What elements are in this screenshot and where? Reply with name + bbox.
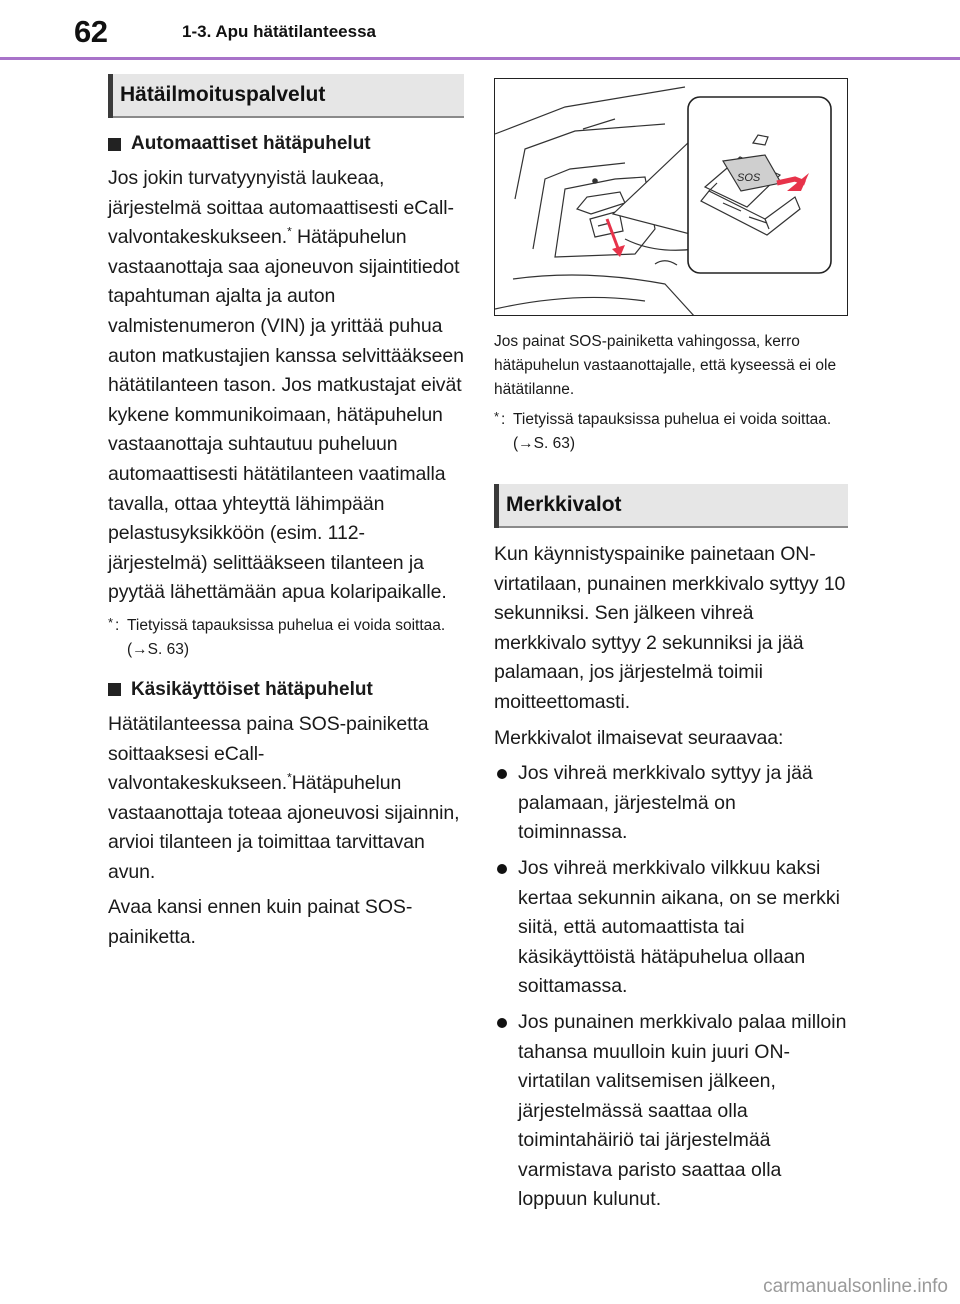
left-column — [108, 74, 464, 953]
footnote-right: * : Tietyissä tapauksissa puhelua ei voida soittaa. (→S. 63) — [494, 408, 848, 456]
square-bullet-icon — [108, 683, 121, 696]
overhead-console-drawing — [495, 79, 848, 316]
sos-label: SOS — [737, 172, 761, 184]
page-header — [0, 0, 960, 62]
section-heading-indicator-lights — [494, 484, 848, 528]
footnote-marker: * — [287, 770, 292, 785]
right-column — [494, 78, 848, 1215]
subheading-text: Käsikäyttöiset hätäpuhelut — [131, 678, 373, 700]
page-number: 62 — [74, 14, 108, 49]
subheading-manual-calls — [108, 676, 464, 704]
bullet-item: Jos punainen merkkivalo palaa milloin tahansa muulloin kuin juuri ON-virtatilan valitsemisen jälkeen, järjestelmässä saattaa olla toimintahäiriö tai järjestelmää varmistava paristo saattaa olla loppuun kulunut. — [494, 1008, 848, 1215]
watermark: carmanualsonline.info — [763, 1276, 948, 1297]
paragraph-automatic-calls: Jos jokin turvatyynyistä laukeaa, järjestelmä soittaa automaattisesti eCall-valvontakeskukseen.* Hätäpuhelun vastaanottaja saa ajoneuvon sijaintitiedot tapahtuman ajalta ja auton valmistenumeron (VIN) ja yrittää puhua auton matkustajien kanssa selvittääkseen hätätilanteen tason. Jos matkustajat eivät kykene kommunikoimaan, hätäpuhelun vastaanottaja suhtautuu puheluun automaattisesti hätätilanteen vaatimalla tavalla, ottaa yhteyttä lähimpään pelastusyksikköön (esim. 112-järjestelmä) selittääkseen tilanteen ja pyytää lähettämään apua kolaripaikalle. — [108, 167, 464, 604]
bullet-dot-icon — [497, 1018, 507, 1028]
section-heading-emergency-services — [108, 74, 464, 118]
footnote-star: * — [494, 409, 500, 424]
paragraph-open-cover: Avaa kansi ennen kuin painat SOS-painiketta. — [108, 896, 413, 949]
figure-caption: Jos painat SOS-painiketta vahingossa, kerro hätäpuhelun vastaanottajalle, että kyseessä ei ole hätätilanne. — [494, 333, 837, 398]
bullet-dot-icon — [497, 769, 507, 779]
subheading-automatic-calls — [108, 130, 464, 158]
bullet-item: Jos vihreä merkkivalo syttyy ja jää palamaan, järjestelmä on toiminnassa. — [494, 759, 848, 848]
chapter-title: 1-3. Apu hätätilanteessa — [182, 22, 376, 41]
square-bullet-icon — [108, 138, 121, 151]
subheading-text: Automaattiset hätäpuhelut — [131, 133, 371, 154]
paragraph-indicator-meaning: Merkkivalot ilmaisevat seuraavaa: — [494, 726, 784, 749]
footnote-text: Tietyissä tapauksissa puhelua ei voida soittaa. (→S. 63) — [127, 616, 446, 658]
paragraph-manual-calls: Hätätilanteessa paina SOS-painiketta soittaaksesi eCall-valvontakeskukseen.*Hätäpuhelun vastaanottaja toteaa ajoneuvosi sijainnin, arvioi tilanteen ja toimittaa tarvittavan avun. — [108, 712, 460, 883]
bullet-dot-icon — [497, 864, 507, 874]
section-title: Merkkivalot — [506, 493, 622, 516]
header-rule — [0, 57, 960, 60]
paragraph-indicator-intro: Kun käynnistyspainike painetaan ON-virtatilaan, punainen merkkivalo syttyy 10 sekunniksi. Sen jälkeen vihreä merkkivalo syttyy 2 sekunniksi ja jää palamaan, jos järjestelmä toimii moitteettomasti. — [494, 543, 846, 713]
footnote-left: * : Tietyissä tapauksissa puhelua ei voida soittaa. (→S. 63) — [108, 614, 464, 662]
bullet-item: Jos vihreä merkkivalo vilkkuu kaksi kertaa sekunnin aikana, on se merkki siitä, että automaattista tai käsikäyttöistä hätäpuhelua ollaan soittamassa. — [494, 854, 848, 1002]
footnote-marker: * — [287, 224, 292, 239]
section-title: Hätäilmoituspalvelut — [120, 83, 326, 106]
sos-button-illustration — [494, 78, 848, 316]
footnote-text: Tietyissä tapauksissa puhelua ei voida soittaa. (→S. 63) — [513, 411, 832, 452]
footnote-star: * — [108, 614, 114, 630]
